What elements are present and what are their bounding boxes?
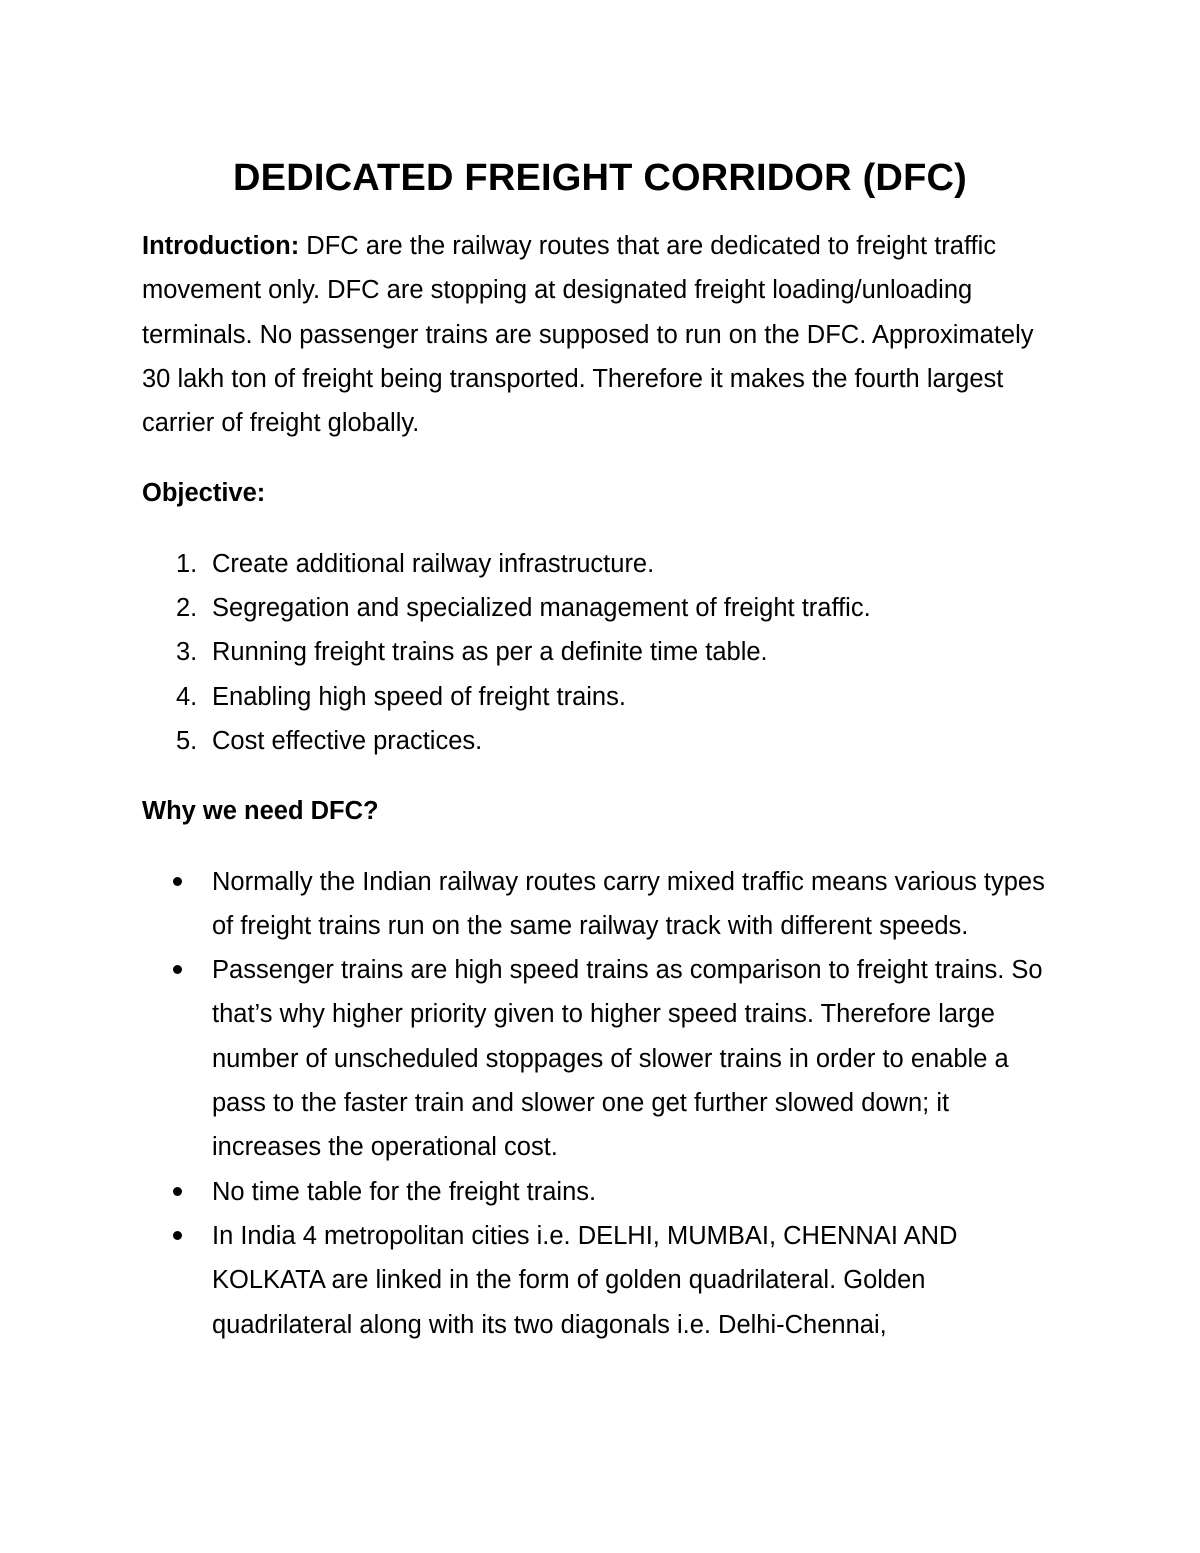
why-list bbox=[142, 860, 1052, 1347]
document-body bbox=[142, 224, 1052, 1373]
objective-text: Segregation and specialized management of freight traffic. bbox=[212, 594, 871, 623]
objective-number: 3. bbox=[176, 638, 198, 667]
objective-text: Enabling high speed of freight trains. bbox=[212, 682, 626, 711]
why-text: No time table for the freight trains. bbox=[212, 1177, 597, 1206]
objective-item bbox=[142, 542, 1052, 586]
why-item bbox=[142, 948, 1052, 1169]
bullet-icon bbox=[173, 1231, 182, 1240]
objective-number: 4. bbox=[176, 682, 198, 711]
page-title: DEDICATED FREIGHT CORRIDOR (DFC) bbox=[233, 157, 967, 199]
objective-text: Cost effective practices. bbox=[212, 726, 483, 755]
introduction-text: DFC are the railway routes that are dedicated to freight traffic movement only. DFC are stopping at designated freight loading/unloading terminals. No passenger trains are supposed to run on the DFC. Approximately 30 lakh ton of freight being transported. Therefore it makes the fourth largest carrier of freight globally. bbox=[142, 232, 1034, 438]
bullet-icon bbox=[173, 877, 182, 886]
objective-heading: Objective: bbox=[142, 479, 266, 508]
why-text: Passenger trains are high speed trains as comparison to freight trains. So that’s why higher priority given to higher speed trains. Therefore large number of unscheduled stoppages of slower trains in order to enable a pass to the faster train and slower one get further slowed down; it increases the operational cost. bbox=[212, 956, 1043, 1162]
why-item bbox=[142, 860, 1052, 949]
objective-item bbox=[142, 719, 1052, 763]
why-text: Normally the Indian railway routes carry mixed traffic means various types of freight trains run on the same railway track with different speeds. bbox=[212, 867, 1045, 940]
introduction-paragraph bbox=[142, 224, 1052, 445]
introduction-label: Introduction: bbox=[142, 232, 300, 260]
bullet-icon bbox=[173, 1187, 182, 1196]
objective-number: 5. bbox=[176, 726, 198, 755]
objective-text: Running freight trains as per a definite time table. bbox=[212, 638, 768, 667]
why-text: In India 4 metropolitan cities i.e. DELHI, MUMBAI, CHENNAI AND KOLKATA are linked in the form of golden quadrilateral. Golden quadrilateral along with its two diagonals i.e. Delhi-Chennai, bbox=[212, 1221, 958, 1339]
why-heading: Why we need DFC? bbox=[142, 797, 379, 826]
why-item bbox=[142, 1170, 1052, 1214]
bullet-icon bbox=[173, 965, 182, 974]
why-item bbox=[142, 1214, 1052, 1347]
objective-number: 1. bbox=[176, 549, 198, 578]
objective-list bbox=[142, 542, 1052, 763]
objective-number: 2. bbox=[176, 594, 198, 623]
objective-item bbox=[142, 630, 1052, 674]
objective-text: Create additional railway infrastructure. bbox=[212, 549, 655, 578]
objective-item bbox=[142, 675, 1052, 719]
objective-item bbox=[142, 586, 1052, 630]
